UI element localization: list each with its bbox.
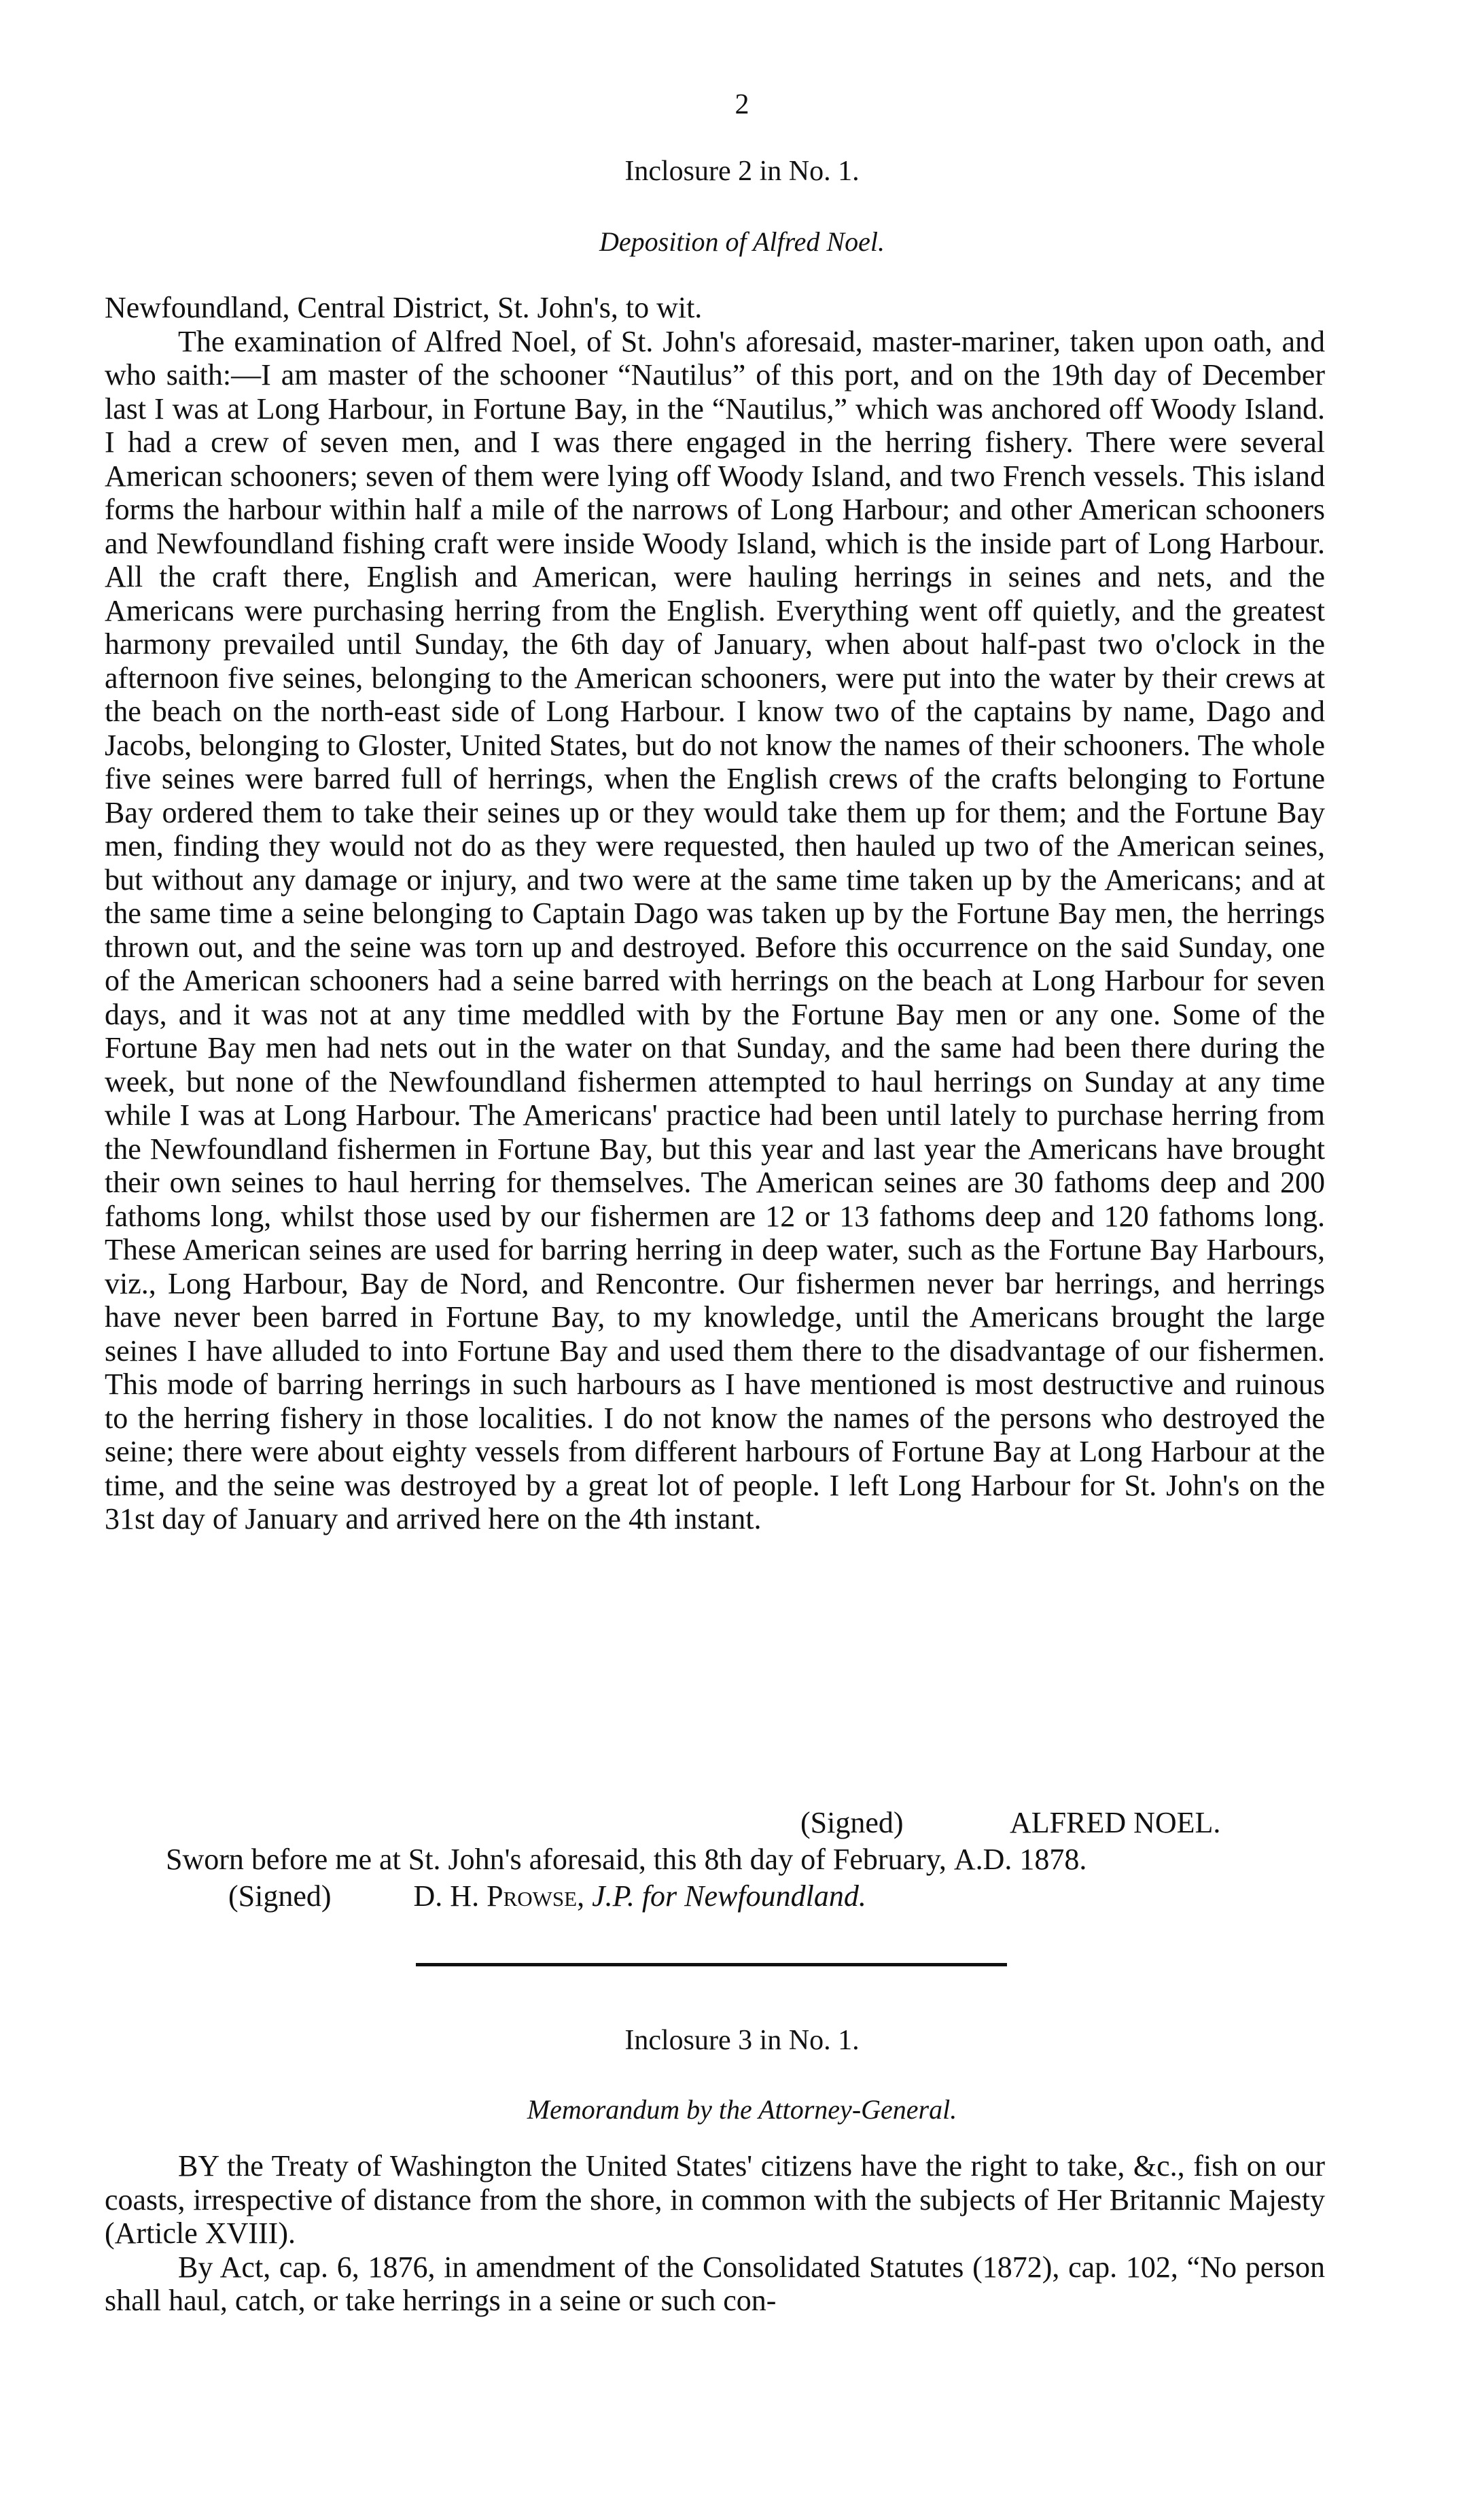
sworn-year: 1878. — [1019, 1843, 1087, 1876]
inclosure-2-subtitle: Deposition of Alfred Noel. — [599, 226, 885, 257]
witness-initials: D. H. — [413, 1879, 480, 1913]
sworn-text: Sworn before me at St. John's aforesaid, this 8th day of February, — [166, 1843, 947, 1876]
deposition-body: The examination of Alfred Noel, of St. John's aforesaid, master-mariner, taken upon oath, and who saith:—I am master of the schooner “Nautilus” of this port, and on the 19th day of December last I was at Long Harbour, in Fortune Bay, in the “Nautilus,” which was anchored off Woody Island. I had a crew of seven men, and I was there engaged in the herring fishery. There were several American schooners; seven of them were lying off Woody Island, and two French vessels. This island forms the harbour within half a mile of the narrows of Long Harbour; and other American schooners and Newfoundland fishing craft were inside Woody Island, which is the inside part of Long Harbour. All the craft there, English and American, were hauling herrings in seines and nets, and the Americans were purchasing herring from the English. Everything went off quietly, and the greatest harmony prevailed until Sunday, the 6th day of January, when about half-past two o'clock in the afternoon five seines, belonging to the American schooners, were put into the water by their crews at the beach on the north-east side of Long Harbour. I know two of the captains by name, Dago and Jacobs, belonging to Gloster, United States, but do not know the names of their schooners. The whole five seines were barred full of herrings, when the English crews of the crafts belonging to Fortune Bay ordered them to take their seines up or they would take them up for them; and the Fortune Bay men, finding they would not do as they were requested, then hauled up two of the American seines, but without any damage or injury, and two were at the same time taken up by the Americans; and at the same time a seine belonging to Captain Dago was taken up by the Fortune Bay men, the herrings thrown out, and the seine was torn up and destroyed. Before this occurrence on the said Sunday, one of the American schooners had a seine barred with herrings on the beach at Long Harbour for seven days, and it was not at any time meddled with by the Fortune Bay men or any one. Some of the Fortune Bay men had nets out in the water on that Sunday, and the same had been there during the week, but none of the Newfoundland fishermen attempted to haul herrings on Sunday at any time while I was at Long Harbour. The Americans' practice had been until lately to purchase herring from the Newfoundland fishermen in Fortune Bay, but this year and last year the Americans have brought their own seines to haul herring for themselves. The American seines are 30 fathoms deep and 200 fathoms long, whilst those used by our fishermen are 12 or 13 fathoms deep and 120 fathoms long. These American seines are used for barring herring in deep water, such as the Fortune Bay Harbours, viz., Long Harbour, Bay de Nord, and Rencontre. Our fishermen never bar herrings, and herrings have never been barred in Fortune Bay, to my knowledge, until the Americans brought the large seines I have alluded to into Fortune Bay and used them there to the disadvantage of our fishermen. This mode of barring herrings in such harbours as I have mentioned is most destructive and ruinous to the herring fishery in those localities. I do not know the names of the persons who destroyed the seine; there were about eighty vessels from different harbours of Fortune Bay at Long Harbour at the time, and the seine was destroyed by a great lot of people. I left Long Harbour for St. John's on the 31st day of January and arrived here on the 4th instant. — [105, 324, 1325, 1535]
memorandum-text — [105, 2149, 1325, 2318]
witness-surname: Prowse, — [487, 1879, 585, 1913]
inclosure-2-title: Inclosure 2 in No. 1. — [624, 156, 860, 187]
signer-name: ALFRED NOEL. — [1010, 1806, 1221, 1839]
deposition-text — [105, 291, 1325, 1536]
section-divider — [416, 1963, 1007, 1966]
memorandum-paragraph-1: BY the Treaty of Washington the United States' citizens have the right to take, &c., fish on our coasts, irrespective of distance from the shore, in common with the subjects of Her Britannic Majesty (Article XVIII). — [105, 2149, 1325, 2250]
venue-line: Newfoundland, Central District, St. John's, to wit. — [105, 291, 703, 324]
sworn-era: A.D. — [953, 1843, 1012, 1876]
memorandum-paragraph-2: By Act, cap. 6, 1876, in amendment of the Consolidated Statutes (1872), cap. 102, “No person shall haul, catch, or take herrings in a seine or such con- — [105, 2250, 1325, 2317]
inclosure-3-subtitle: Memorandum by the Attorney-General. — [527, 2094, 957, 2125]
witness-signed-label: (Signed) — [228, 1879, 332, 1913]
inclosure-3-title: Inclosure 3 in No. 1. — [624, 2025, 860, 2056]
page-number: 2 — [735, 89, 749, 120]
witness-signature-line — [228, 1879, 866, 1913]
signed-label: (Signed) — [800, 1806, 904, 1839]
witness-title: J.P. for Newfoundland. — [592, 1879, 866, 1913]
sworn-statement — [166, 1842, 1086, 1877]
